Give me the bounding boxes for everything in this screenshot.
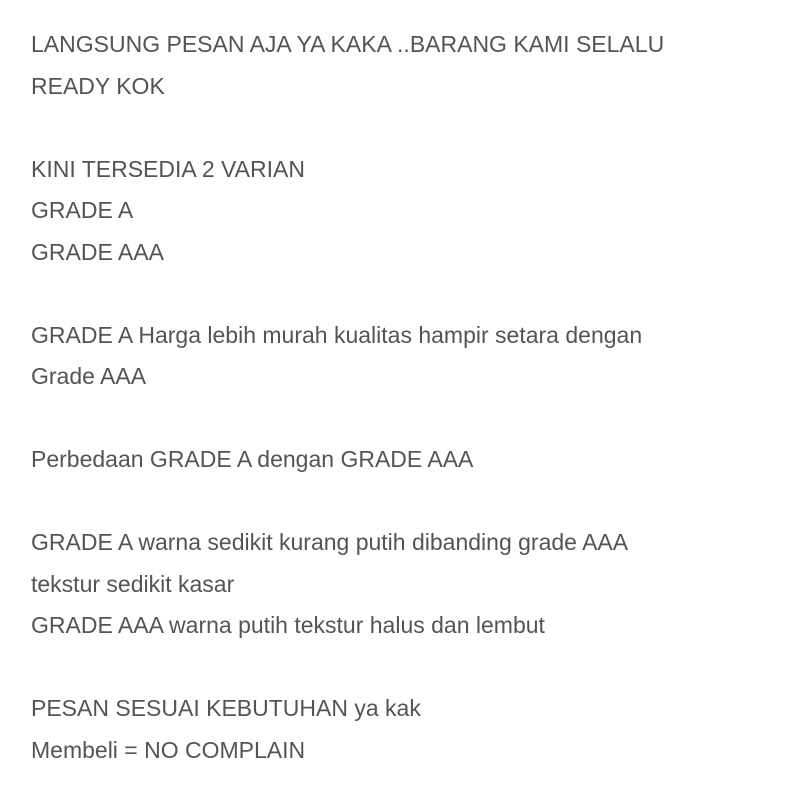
blank-line bbox=[31, 398, 756, 440]
blank-line bbox=[31, 481, 756, 523]
description-line: GRADE A warna sedikit kurang putih dibanding grade AAA bbox=[31, 529, 629, 555]
description-line: READY KOK bbox=[31, 72, 165, 99]
description-line: GRADE AAA warna putih tekstur halus dan lembut bbox=[31, 612, 545, 638]
product-description bbox=[31, 24, 756, 771]
description-line: LANGSUNG PESAN AJA YA KAKA ..BARANG KAMI SELALU bbox=[31, 31, 665, 57]
blank-line bbox=[31, 273, 756, 315]
description-line: PESAN SESUAI KEBUTUHAN ya kak bbox=[31, 695, 421, 721]
description-line: Membeli = NO COMPLAIN bbox=[31, 736, 306, 763]
blank-line bbox=[31, 647, 756, 689]
description-line: GRADE A bbox=[31, 197, 134, 223]
description-line: GRADE A Harga lebih murah kualitas hampir setara dengan bbox=[31, 321, 643, 348]
blank-line bbox=[31, 107, 756, 149]
description-line: tekstur sedikit kasar bbox=[31, 570, 235, 597]
description-line: KINI TERSEDIA 2 VARIAN bbox=[31, 155, 305, 182]
description-line: GRADE AAA bbox=[31, 238, 164, 265]
description-line: Grade AAA bbox=[31, 363, 147, 389]
description-line: Perbedaan GRADE A dengan GRADE AAA bbox=[31, 446, 474, 472]
